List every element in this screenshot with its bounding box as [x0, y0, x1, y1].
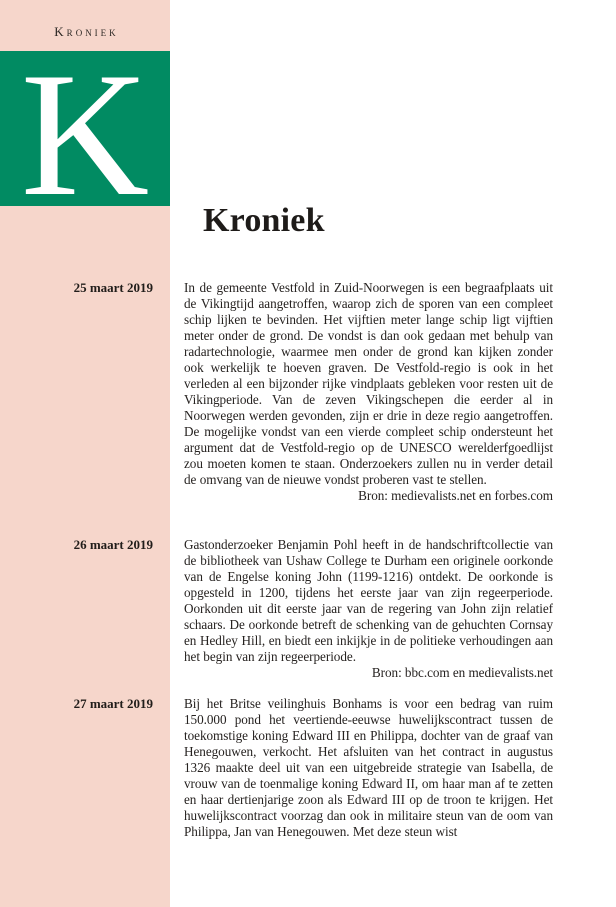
entry-date: 26 maart 2019 — [73, 537, 153, 552]
entry-body — [184, 696, 553, 840]
entry-source: Bron: medievalists.net en forbes.com — [358, 488, 553, 503]
entry-text: Bij het Britse veilinghuis Bonhams is voor een bedrag van ruim 150.000 pond het veertiende-eeuwse huwelijkscontract tussen de toekomstige koning Edward III en Philippa, dochter van de graaf van Henegouwen, verkocht. Het afsluiten van het contract in augustus 1326 maakte deel uit van een uitgebreide strategie van Isabella, de vrouw van de toenmalige koning Edward II, om haar man af te zetten en haar dertienjarige zoon als Edward III op de troon te krijgen. Het huwelijkscontract voorzag dan ook in militaire steun van de oom van Philippa, Jan van Henegouwen. Met deze steun wist — [184, 696, 553, 839]
entry-body — [184, 537, 553, 681]
entry-source: Bron: bbc.com en medievalists.net — [371, 665, 553, 680]
entry-date: 27 maart 2019 — [73, 696, 153, 711]
entry-date: 25 maart 2019 — [73, 280, 153, 295]
entry-text: In de gemeente Vestfold in Zuid-Noorwegen is een begraafplaats uit de Vikingtijd aangetroffen, waarop zich de sporen van een compleet schip lijken te bevinden. Het vijftien meter lange schip ligt vijftien meter onder de grond. De vondst is dan ook gedaan met behulp van radartechnologie, waarmee men onder de grond kan kijken zonder ook werkelijk te hoeven graven. De Vestfold-regio is ook in het verleden al een bijzonder rijke vindplaats gebleken voor resten uit de Vikingperiode. Van de zeven Vikingschepen die eerder al in Noorwegen werden gevonden, zijn er drie in deze regio aangetroffen. De mogelijke vondst van een vierde compleet schip ondersteunt het argument dat de Vestfold-regio op de UNESCO werelderfgoedlijst zou moeten komen te staan. Onderzoekers zullen nu in verder detail de omvang van de nieuwe vondst proberen vast te stellen. — [184, 280, 553, 487]
section-letter-block — [0, 51, 170, 206]
page-title: Kroniek — [203, 201, 325, 239]
entry-text: Gastonderzoeker Benjamin Pohl heeft in de handschriftcollectie van de bibliotheek van Ushaw College te Durham een originele oorkonde van de Engelse koning John (1199-1216) ontdekt. De oorkonde is opgesteld in 1200, tijdens het eerste jaar van zijn regeerperiode. Oorkonden uit dit eerste jaar van de regering van John zijn relatief schaars. De oorkonde betreft de schenking van de gehuchten Cornsay en Hedley Hill, en biedt een inkijkje in de politieke verhoudingen aan het begin van zijn regeerperiode. — [184, 537, 553, 664]
big-letter-k: K — [20, 51, 150, 206]
entry-body — [184, 280, 553, 504]
running-header: Kroniek — [54, 24, 119, 39]
